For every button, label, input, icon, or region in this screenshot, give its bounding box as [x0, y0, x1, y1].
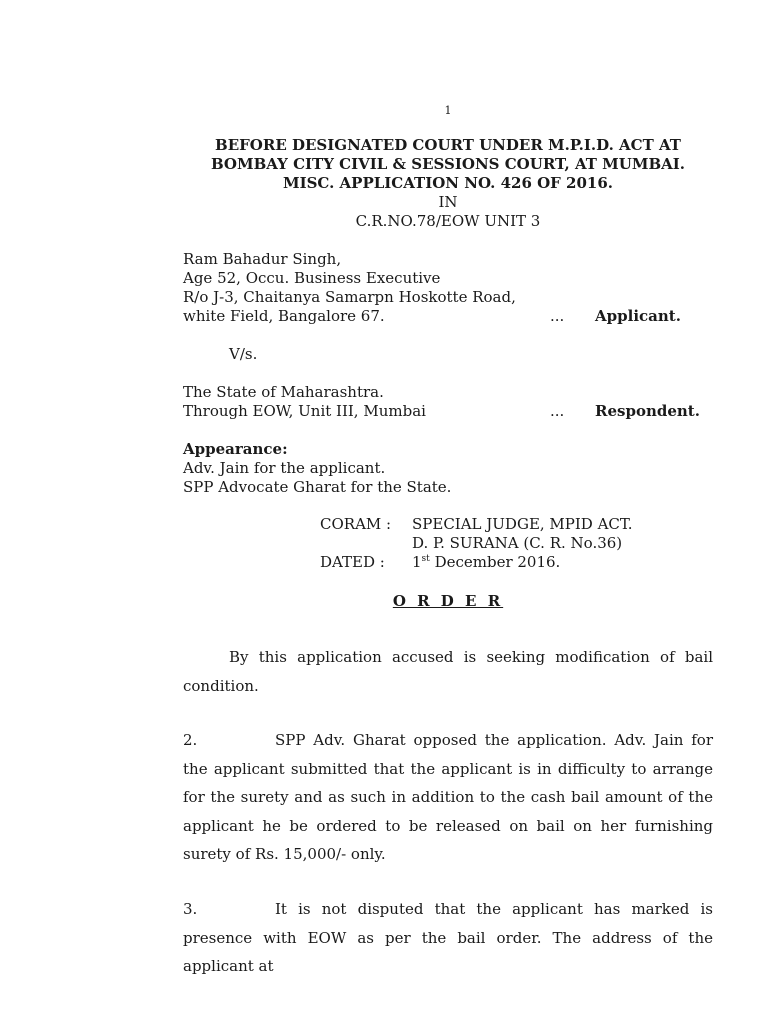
- paragraph-3-text: It is not disputed that the applicant has marked is presence with EOW as per the bail order. The address of the applicant at: [183, 900, 713, 975]
- dated-day: 1: [412, 553, 422, 571]
- appearance-applicant: Adv. Jain for the applicant.: [183, 459, 386, 477]
- coram-label: CORAM :: [320, 515, 392, 533]
- applicant-address-1: R/o J-3, Chaitanya Samarpn Hoskotte Road,: [183, 288, 516, 306]
- coram-value-1: SPECIAL JUDGE, MPID ACT.: [412, 515, 633, 533]
- dated-label: DATED :: [320, 553, 385, 571]
- respondent-name: The State of Maharashtra.: [183, 383, 384, 401]
- paragraph-2-text: SPP Adv. Gharat opposed the application. Adv. Jain for the applicant submitted that the applicant is in difficulty to arrange for the surety and as such in addition to the cash bail amount of the applicant he be ordered to be released on bail on her furnishing surety of Rs. 15,000/- only.: [183, 731, 713, 863]
- applicant-dots: ...: [550, 307, 565, 325]
- heading-line-4: IN: [438, 193, 458, 211]
- paragraph-3: [183, 895, 713, 981]
- heading-line-5: C.R.NO.78/EOW UNIT 3: [355, 212, 541, 230]
- appearance-heading: Appearance:: [183, 440, 288, 458]
- dated-rest: December 2016.: [429, 553, 561, 571]
- heading-line-1: BEFORE DESIGNATED COURT UNDER M.P.I.D. ACT AT: [215, 136, 681, 154]
- respondent-role: Respondent.: [595, 402, 700, 420]
- paragraph-1-text: By this application accused is seeking modification of bail condition.: [183, 648, 713, 695]
- heading-line-2: BOMBAY CITY CIVIL & SESSIONS COURT, AT MUMBAI.: [210, 155, 686, 173]
- dated-value: [412, 553, 560, 572]
- applicant-name: Ram Bahadur Singh,: [183, 250, 342, 268]
- paragraph-2-number: 2.: [183, 731, 198, 749]
- dated-suffix: st: [421, 554, 430, 564]
- applicant-role: Applicant.: [595, 307, 681, 325]
- paragraph-1: [183, 643, 713, 700]
- heading-line-3: MISC. APPLICATION NO. 426 OF 2016.: [282, 174, 614, 192]
- paragraph-2: [183, 726, 713, 869]
- page-number: 1: [444, 104, 452, 117]
- paragraph-3-number: 3.: [183, 900, 198, 918]
- applicant-address-2: white Field, Bangalore 67.: [183, 307, 385, 325]
- respondent-through: Through EOW, Unit III, Mumbai: [183, 402, 426, 420]
- coram-value-2: D. P. SURANA (C. R. No.36): [412, 534, 623, 552]
- versus: V/s.: [229, 345, 258, 363]
- appearance-state: SPP Advocate Gharat for the State.: [183, 478, 452, 496]
- applicant-age: Age 52, Occu. Business Executive: [183, 269, 441, 287]
- respondent-dots: ...: [550, 402, 565, 420]
- order-title: O R D E R: [392, 592, 504, 610]
